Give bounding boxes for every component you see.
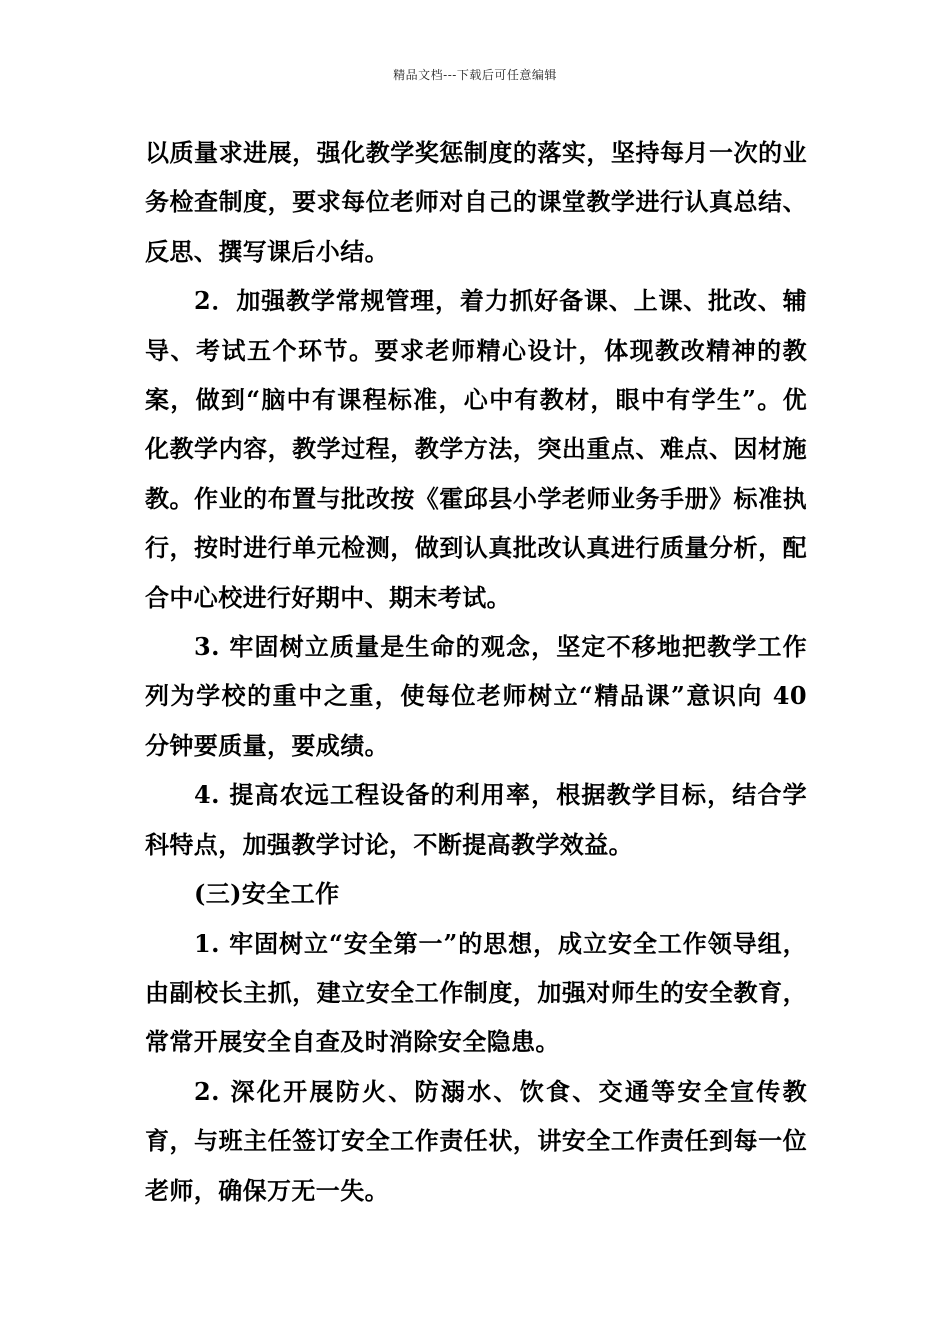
paragraph-safety-item-1: 1. 牢固树立“安全第一”的思想，成立安全工作领导组，由副校长主抓，建立安全工作制度，加强对师生的安全教育，常常开展安全自查及时消除安全隐患。	[145, 928, 807, 1057]
paragraph-item-2-routine-management: 2．加强教学常规管理，着力抓好备课、上课、批改、辅导、考试五个环节。要求老师精心设计，体现教改精神的教案，做到“脑中有课程标准，心中有教材，眼中有学生”。优化教学内容，教学过程，教学方法，突出重点、难点、因材施教。作业的布置与批改按《霍邱县小学老师业务手册》标准执行，按时进行单元检测，做到认真批改认真进行质量分析，配合中心校进行好期中、期末考试。	[145, 286, 807, 612]
paragraph-item-4-equipment-usage: 4. 提高农远工程设备的利用率，根据教学目标，结合学科特点，加强教学讨论，不断提高教学效益。	[145, 780, 807, 859]
paragraph-quality-progress: 以质量求进展，强化教学奖惩制度的落实，坚持每月一次的业务检查制度，要求每位老师对自己的课堂教学进行认真总结、反思、撰写课后小结。	[145, 138, 807, 266]
paragraph-safety-item-2: 2. 深化开展防火、防溺水、饮食、交通等安全宣传教育，与班主任签订安全工作责任状，讲安全工作责任到每一位老师，确保万无一失。	[145, 1076, 807, 1205]
page-header: 精品文档---下载后可任意编辑	[393, 68, 557, 82]
paragraph-item-3-quality-concept: 3. 牢固树立质量是生命的观念，坚定不移地把教学工作列为学校的重中之重，使每位老师树立“精品课”意识向 40 分钟要质量，要成绩。	[145, 632, 807, 760]
document-body	[145, 128, 807, 1215]
section-heading-safety-work: (三)安全工作	[194, 879, 340, 909]
